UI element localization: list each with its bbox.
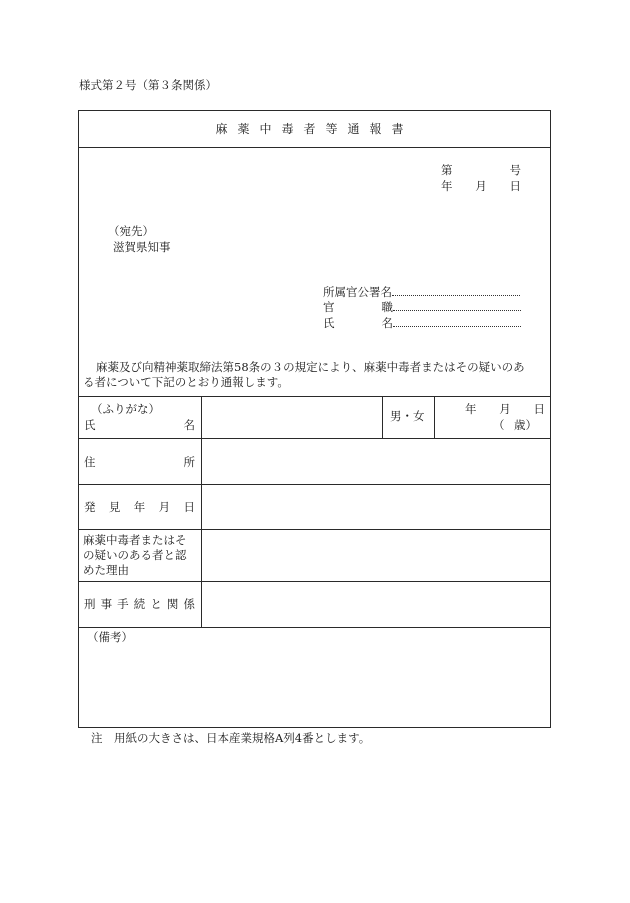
divider-row-criminal <box>78 627 551 628</box>
reporter-office-label: 所属官公署名 <box>323 285 392 299</box>
reporter-office-line <box>392 295 520 296</box>
reporter-post-label: 官 職 <box>323 300 393 314</box>
divider-label-column <box>201 396 202 627</box>
date-year: 年 <box>441 179 453 193</box>
form-number: 様式第２号（第３条関係） <box>79 78 217 92</box>
divider-row-name <box>78 438 551 439</box>
reporter-office-row <box>323 287 520 299</box>
divider-row-found <box>78 529 551 530</box>
reporter-name-row <box>323 318 521 330</box>
report-form-frame <box>78 110 551 728</box>
reporter-post-line <box>393 310 521 311</box>
reporter-name-line <box>393 326 521 327</box>
doc-number-field <box>441 165 521 177</box>
divider-title <box>78 147 551 148</box>
found-date-label: 発 見 年 月 日 <box>84 500 195 514</box>
criminal-label: 刑 事 手 続 と 関 係 <box>84 597 195 611</box>
age-field <box>493 420 537 432</box>
divider-row-reason <box>78 581 551 582</box>
birth-year: 年 <box>465 402 477 416</box>
reason-label-line1: 麻薬中毒者またはそ <box>83 533 187 547</box>
birth-month: 月 <box>499 402 511 416</box>
date-day: 日 <box>509 179 521 193</box>
divider-row-address <box>78 484 551 485</box>
divider-table-top <box>78 396 551 397</box>
sex-label: 男・女 <box>390 409 425 423</box>
footnote: 注 用紙の大きさは、日本産業規格A列4番とします。 <box>91 731 371 745</box>
name-label: 氏 名 <box>84 418 195 432</box>
address-label: 住 所 <box>84 455 195 469</box>
doc-number-suffix: 号 <box>509 163 521 177</box>
reason-label-line3: めた理由 <box>83 563 129 577</box>
reporter-post-row <box>323 302 521 314</box>
reason-label-line2: の疑いのある者と認 <box>83 548 187 562</box>
date-month: 月 <box>475 179 487 193</box>
doc-number-prefix: 第 <box>441 163 453 177</box>
age-label: 歳） <box>514 418 537 432</box>
birth-date-field <box>465 404 545 416</box>
date-field <box>441 181 521 193</box>
age-open: （ <box>493 418 505 432</box>
divider-sex-left <box>382 396 383 438</box>
intro-text-line2: る者について下記のとおり通報します。 <box>83 375 289 389</box>
birth-day: 日 <box>533 402 545 416</box>
furigana-label: （ふりがな） <box>91 402 160 416</box>
addressee-name: 滋賀県知事 <box>113 240 171 254</box>
divider-sex-right <box>434 396 435 438</box>
addressee-label: （宛先） <box>108 224 154 238</box>
intro-text-line1: 麻薬及び向精神薬取締法第58条の３の規定により、麻薬中毒者またはその疑いのあ <box>96 360 525 374</box>
reporter-name-label: 氏 名 <box>323 316 393 330</box>
form-title: 麻薬中毒者等通報書 <box>215 122 414 136</box>
remarks-label: （備考） <box>87 630 133 644</box>
